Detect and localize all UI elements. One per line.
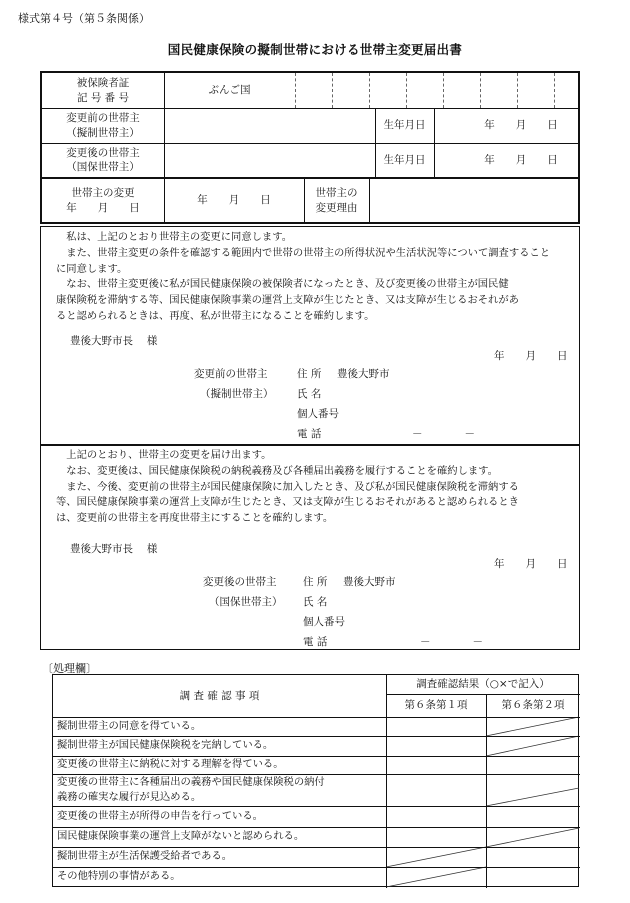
- consent-phone-dash: － －: [412, 428, 475, 440]
- notice-text: [56, 448, 576, 527]
- consent-address-value: 豊後大野市: [337, 368, 390, 380]
- notice-phone-label: 電 話: [303, 636, 328, 648]
- after-head-name-field[interactable]: [164, 143, 375, 177]
- notice-role-sub: （国保世帯主）: [209, 596, 283, 608]
- before-birthdate-label: 生年月日: [383, 119, 426, 132]
- insured-id-number-field[interactable]: [295, 73, 580, 108]
- change-reason-label-2: 変更理由: [315, 201, 358, 214]
- check-row: 変更後の世帯主に各種届出の義務や国民健康保険税の納付: [57, 776, 325, 788]
- insured-id-prefix: ぶんご国: [208, 84, 251, 97]
- consent-line: に同意します。: [56, 262, 128, 275]
- notice-name-label: 氏 名: [303, 596, 328, 608]
- consent-addressee: 豊後大野市長 様: [70, 335, 158, 347]
- notice-line: 等、国民健康保険事業の運営上支障が生じたとき、又は支障が生じるおそれがあると認められるとき: [56, 496, 519, 509]
- check-row: その他特別の事情がある。: [57, 870, 181, 882]
- col-items-header: 調 査 確 認 事 項: [179, 689, 260, 702]
- notice-id-label: 個人番号: [303, 616, 345, 628]
- before-birthdate-value: 年 月 日: [484, 119, 558, 132]
- check-row: 変更後の世帯主が所得の申告を行っている。: [57, 810, 263, 822]
- consent-name-label: 氏 名: [297, 388, 322, 400]
- change-date-value: 年 月 日: [197, 194, 271, 207]
- check-row: 擬制世帯主の同意を得ている。: [57, 720, 202, 732]
- applicant-table: [40, 71, 580, 224]
- consent-date: 年 月 日: [494, 350, 568, 362]
- form-title: 国民健康保険の擬制世帯における世帯主変更届出書: [167, 42, 463, 57]
- check-row-cont: 義務の確実な履行が見込める。: [57, 791, 202, 803]
- consent-text: [56, 230, 576, 325]
- insured-id-label-2: 記 号 番 号: [76, 91, 129, 104]
- consent-line: 私は、上記のとおり世帯主の変更に同意します。: [56, 231, 293, 243]
- notice-address-value: 豊後大野市: [343, 576, 396, 588]
- consent-line: 康保険税を滞納する等、国民健康保険事業の運営上支障が生じたとき、又は支障が生じるおそれがあ: [56, 294, 519, 307]
- notice-role: 変更後の世帯主: [203, 576, 277, 588]
- change-date-field[interactable]: [164, 177, 304, 224]
- col-art6-2-header: 第６条第２項: [501, 699, 565, 712]
- change-reason-label: 世帯主の: [315, 187, 358, 200]
- notice-line: は、変更前の世帯主を再度世帯主にすることを確約します。: [56, 512, 334, 525]
- after-birthdate-value: 年 月 日: [484, 153, 558, 166]
- processing-heading: 〔処理欄〕: [42, 662, 97, 675]
- before-head-sublabel: （擬制世帯主）: [66, 126, 140, 139]
- notice-address-label: 住 所: [303, 576, 328, 588]
- check-row: 擬制世帯主が生活保護受給者である。: [57, 850, 233, 862]
- change-reason-field[interactable]: [369, 177, 580, 224]
- col-result-header: 調査確認結果（○×で記入）: [416, 678, 550, 691]
- notice-date: 年 月 日: [494, 558, 568, 570]
- before-head-label: 変更前の世帯主: [66, 112, 140, 125]
- consent-role: 変更前の世帯主: [194, 368, 268, 380]
- notice-addressee: 豊後大野市長 様: [70, 543, 158, 555]
- processing-table: [52, 674, 579, 887]
- before-birthdate-field[interactable]: [434, 108, 580, 143]
- notice-line: なお、変更後は、国民健康保険税の納税義務及び各種届出義務を履行することを確約します。: [56, 464, 498, 477]
- notice-line: 上記のとおり、世帯主の変更を届け出ます。: [56, 449, 272, 461]
- col-art6-1-header: 第６条第１項: [404, 699, 468, 712]
- after-birthdate-label: 生年月日: [383, 153, 426, 166]
- consent-line: また、世帯主変更の条件を確認する範囲内で世帯の世帯主の所得状況や生活状況等について調査すること: [56, 246, 551, 259]
- consent-address-label: 住 所: [297, 368, 322, 380]
- check-row: 擬制世帯主が国民健康保険税を完納している。: [57, 739, 274, 751]
- check-row: 変更後の世帯主に納税に対する理解を得ている。: [57, 758, 284, 770]
- consent-phone-label: 電 話: [297, 428, 322, 440]
- change-date-label: 世帯主の変更: [71, 187, 135, 200]
- notice-line: また、今後、変更前の世帯主が国民健康保険に加入したとき、及び私が国民健康保険税を滞納する: [56, 480, 519, 493]
- consent-line: ると認められるときは、再度、私が世帯主になることを確約します。: [56, 309, 375, 322]
- change-date-label-2: 年 月 日: [66, 201, 140, 214]
- after-head-sublabel: （国保世帯主）: [66, 161, 140, 173]
- consent-role-sub: （擬制世帯主）: [200, 388, 274, 400]
- insured-id-label: 被保険者証: [76, 77, 130, 90]
- check-row: 国民健康保険事業の運営上支障がないと認められる。: [57, 830, 305, 842]
- form-number: 様式第４号（第５条関係）: [18, 12, 150, 25]
- consent-line: なお、世帯主変更後に私が国民健康保険の被保険者になったとき、及び変更後の世帯主が国民健: [56, 278, 509, 291]
- consent-id-label: 個人番号: [297, 408, 339, 420]
- after-birthdate-field[interactable]: [434, 143, 580, 177]
- notice-phone-dash: － －: [420, 636, 483, 648]
- before-head-name-field[interactable]: [164, 108, 375, 143]
- after-head-label: 変更後の世帯主: [66, 146, 140, 159]
